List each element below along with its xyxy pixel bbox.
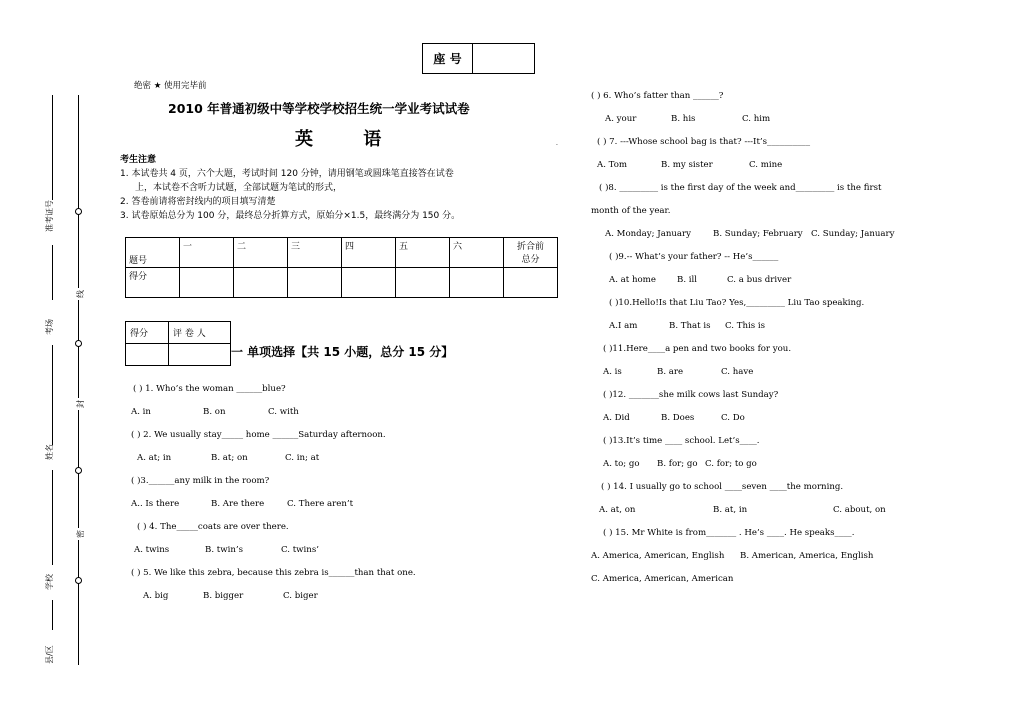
grader-name-label: 评 卷 人 xyxy=(169,322,231,344)
question-stem: ( ) 6. Who’s fatter than ______? xyxy=(591,91,724,101)
option-a: A. at; in xyxy=(137,453,172,463)
option-c: C. There aren’t xyxy=(287,499,354,509)
option-a: A. is xyxy=(603,367,622,377)
note-item: 3. 试卷原始总分为 100 分，最终总分折算方式，原始分×1.5，最终满分为 150 分。 xyxy=(120,211,461,221)
option-c: C. twins’ xyxy=(281,545,319,555)
exam-room-label: 考场 xyxy=(45,319,54,335)
section-title: 一 单项选择【共 15 小题，总分 15 分】 xyxy=(231,345,454,359)
seat-number-box xyxy=(422,43,535,74)
option-b: B. my sister xyxy=(661,160,713,170)
question-stem: ( ) 15. Mr White is from_______ . He’s ____. He speaks____. xyxy=(603,528,855,538)
grader-score-label: 得分 xyxy=(126,322,169,344)
option-b: B. Sunday; February xyxy=(713,229,803,239)
score-table-header-row xyxy=(126,238,558,268)
option-a: A. at, on xyxy=(599,505,636,515)
question-stem: ( )11.Here____a pen and two books for you. xyxy=(603,344,792,354)
option-c: C. America, American, American xyxy=(591,574,734,584)
seal-char-feng: 封 xyxy=(76,400,85,408)
option-a: A. to; go xyxy=(603,459,640,469)
seal-circle xyxy=(75,467,82,474)
subject-title: 英 语 xyxy=(295,129,404,150)
option-c: C. This is xyxy=(725,321,766,331)
score-cell[interactable] xyxy=(450,268,504,298)
note-item: 2. 答卷前请将密封线内的项目填写清楚 xyxy=(120,197,276,207)
question-stem: ( ) 1. Who’s the woman ______blue? xyxy=(133,384,286,394)
score-cell[interactable] xyxy=(288,268,342,298)
note-item: 1. 本试卷共 4 页，六个大题，考试时间 120 分钟，请用钢笔或圆珠笔直接答在试卷 xyxy=(120,169,454,179)
table-header-cell: 六 xyxy=(450,238,504,268)
stray-dot: . xyxy=(556,140,558,147)
name-label: 姓名 xyxy=(45,444,54,460)
option-b: B. at, in xyxy=(713,505,748,515)
question-stem: ( ) 7. ---Whose school bag is that? ---It’s__________ xyxy=(597,137,811,147)
question-stem-continued: month of the year. xyxy=(591,206,671,216)
option-a: A. twins xyxy=(134,545,170,555)
seat-number-label: 座 号 xyxy=(423,44,473,73)
option-c: C. Sunday; January xyxy=(811,229,895,239)
option-b: B. bigger xyxy=(203,591,244,601)
option-c: C. for; to go xyxy=(705,459,757,469)
score-row-label: 得分 xyxy=(126,268,180,298)
question-stem: ( ) 14. I usually go to school ____seven ____the morning. xyxy=(601,482,844,492)
question-stem: ( )3.______any milk in the room? xyxy=(131,476,270,486)
option-b: B. twin’s xyxy=(205,545,244,555)
seal-char-xian: 线 xyxy=(76,290,85,298)
option-a: A. Tom xyxy=(597,160,628,170)
option-a: A. big xyxy=(143,591,169,601)
ticket-number-label: 准考证号 xyxy=(45,200,54,232)
confidential-mark: 绝密 ★ 使用完毕前 xyxy=(134,81,207,91)
option-a: A. at home xyxy=(609,275,656,285)
grader-name-cell[interactable] xyxy=(169,344,231,366)
room-fill-line xyxy=(52,245,53,300)
option-c: C. with xyxy=(268,407,299,417)
option-b: B. ill xyxy=(677,275,698,285)
question-stem: ( )13.It’s time ____ school. Let’s____. xyxy=(603,436,760,446)
option-c: C. biger xyxy=(283,591,318,601)
score-table xyxy=(125,237,558,298)
option-c: C. a bus driver xyxy=(727,275,792,285)
seat-number-field[interactable] xyxy=(473,44,534,73)
option-b: B. Does xyxy=(661,413,695,423)
exam-title: 2010 年普通初级中等学校学校招生统一学业考试试卷 xyxy=(168,101,470,116)
table-header-cell: 一 xyxy=(180,238,234,268)
score-cell[interactable] xyxy=(180,268,234,298)
option-a: A.I am xyxy=(609,321,638,331)
seal-circle xyxy=(75,340,82,347)
table-header-cell: 题号 xyxy=(126,238,180,268)
option-c: C. mine xyxy=(749,160,783,170)
notes-heading: 考生注意 xyxy=(120,155,157,165)
option-a: A.. Is there xyxy=(131,499,180,509)
table-header-cell: 四 xyxy=(342,238,396,268)
option-a: A. in xyxy=(131,407,151,417)
question-stem: ( )8. _________ is the first day of the week and_________ is the first xyxy=(599,183,882,193)
question-stem: ( )9.-- What’s your father? -- He’s______ xyxy=(609,252,779,262)
score-cell[interactable] xyxy=(504,268,558,298)
county-fill-line xyxy=(52,600,53,630)
score-cell[interactable] xyxy=(234,268,288,298)
school-label: 学校 xyxy=(45,574,54,590)
option-b: B. at; on xyxy=(211,453,248,463)
option-b: B. for; go xyxy=(657,459,698,469)
county-label: 县/区 xyxy=(45,645,54,664)
option-a: A. your xyxy=(605,114,637,124)
grader-score-cell[interactable] xyxy=(126,344,169,366)
option-b: B. his xyxy=(671,114,696,124)
table-header-cell: 三 xyxy=(288,238,342,268)
seal-char-mi: 密 xyxy=(76,530,85,538)
option-c: C. have xyxy=(721,367,754,377)
grader-table xyxy=(125,321,231,366)
option-a: A. America, American, English xyxy=(591,551,725,561)
seal-circle xyxy=(75,208,82,215)
score-table-row xyxy=(126,268,558,298)
score-cell[interactable] xyxy=(396,268,450,298)
option-c: C. about, on xyxy=(833,505,886,515)
school-fill-line xyxy=(52,470,53,565)
seal-circle xyxy=(75,577,82,584)
question-stem: ( )12. _______she milk cows last Sunday? xyxy=(603,390,779,400)
option-b: B. are xyxy=(657,367,684,377)
ticket-fill-line xyxy=(52,95,53,200)
question-stem: ( ) 2. We usually stay_____ home ______Saturday afternoon. xyxy=(131,430,386,440)
option-a: A. Monday; January xyxy=(605,229,692,239)
score-cell[interactable] xyxy=(342,268,396,298)
table-header-cell: 折合前总分 xyxy=(504,238,558,268)
note-item: 上，本试卷不含听力试题，全部试题为笔试的形式， xyxy=(135,183,343,193)
option-c: C. Do xyxy=(721,413,745,423)
question-stem: ( ) 5. We like this zebra, because this zebra is______than that one. xyxy=(131,568,416,578)
option-b: B. American, America, English xyxy=(740,551,874,561)
option-c: C. in; at xyxy=(285,453,320,463)
option-b: B. on xyxy=(203,407,226,417)
option-a: A. Did xyxy=(603,413,630,423)
question-stem: ( )10.Hello!Is that Liu Tao? Yes,_________ Liu Tao speaking. xyxy=(609,298,865,308)
option-b: B. Are there xyxy=(211,499,265,509)
option-b: B. That is xyxy=(669,321,711,331)
table-header-cell: 五 xyxy=(396,238,450,268)
option-c: C. him xyxy=(742,114,771,124)
name-fill-line xyxy=(52,345,53,445)
table-header-cell: 二 xyxy=(234,238,288,268)
question-stem: ( ) 4. The_____coats are over there. xyxy=(137,522,289,532)
